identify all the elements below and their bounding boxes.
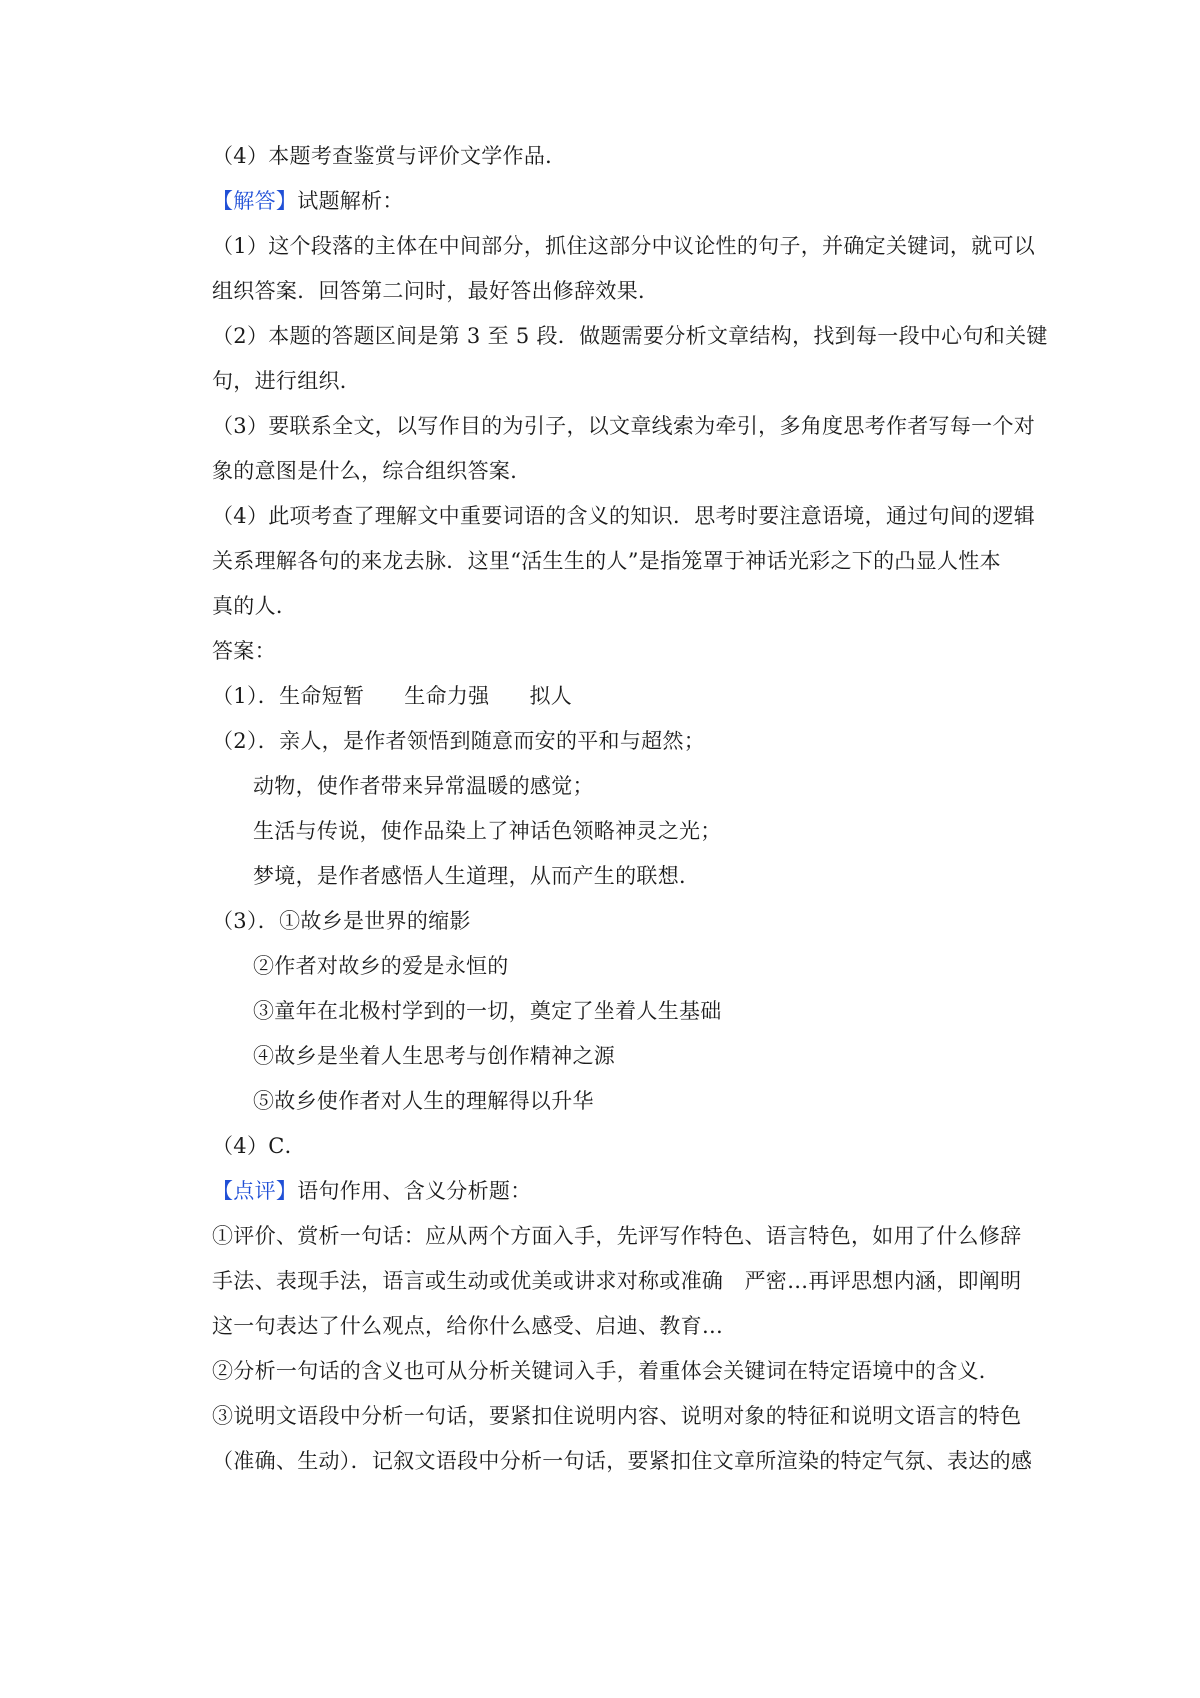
answer-q1 <box>212 681 572 711</box>
answer-q1-item-1: 生命短暂 <box>279 684 365 708</box>
analysis-4-line-2: 关系理解各句的来龙去脉．这里“活生生的人”是指笼罩于神话光彩之下的凸显人性本 <box>212 549 1001 573</box>
answer-q2-first <box>212 726 705 756</box>
answer-q3-item-5: ⑤故乡使作者对人生的理解得以升华 <box>253 1089 594 1113</box>
analysis-2-line-2: 句，进行组织． <box>212 369 362 393</box>
answer-q4: （4）C． <box>212 1134 306 1158</box>
analysis-3-line-2: 象的意图是什么，综合组织答案． <box>212 459 532 483</box>
answer-q3-item-3: ③童年在北极村学到的一切，奠定了坐着人生基础 <box>253 999 722 1023</box>
comment-line-6: （准确、生动）．记叙文语段中分析一句话，要紧扣住文章所渲染的特定气氛、表达的感 <box>212 1449 1033 1473</box>
answer-q3-item-4: ④故乡是坐着人生思考与创作精神之源 <box>253 1044 616 1068</box>
comment-line-5: ③说明文语段中分析一句话，要紧扣住说明内容、说明对象的特征和说明文语言的特色 <box>212 1404 1022 1428</box>
comment-heading <box>212 1176 532 1206</box>
answer-q2-item-2: 动物，使作者带来异常温暖的感觉； <box>253 774 594 798</box>
analysis-2-line-1: （2）本题的答题区间是第 3 至 5 段．做题需要分析文章结构，找到每一段中心句和关键 <box>212 324 1048 348</box>
comment-line-3: 这一句表达了什么观点，给你什么感受、启迪、教育… <box>212 1314 724 1338</box>
answer-q3-item-1: ①故乡是世界的缩影 <box>279 909 471 933</box>
answer-q2-item-3: 生活与传说，使作品染上了神话色领略神灵之光； <box>253 819 722 843</box>
answer-label: 答案： <box>212 639 276 663</box>
answer-q2-item-4: 梦境，是作者感悟人生道理，从而产生的联想． <box>253 864 701 888</box>
solution-tag: 【解答】 <box>212 189 298 213</box>
answer-q1-item-2: 生命力强 <box>404 684 490 708</box>
answer-q3-prefix: （3）． <box>212 909 280 933</box>
answer-q3-first <box>212 906 471 936</box>
comment-tag: 【点评】 <box>212 1179 298 1203</box>
analysis-1-line-1: （1）这个段落的主体在中间部分，抓住这部分中议论性的句子，并确定关键词，就可以 <box>212 234 1036 258</box>
point4-topic: （4）本题考查鉴赏与评价文学作品． <box>212 144 567 168</box>
comment-line-2: 手法、表现手法，语言或生动或优美或讲求对称或准确 严密…再评思想内涵，即阐明 <box>212 1269 1022 1293</box>
answer-q1-prefix: （1）． <box>212 684 280 708</box>
analysis-1-line-2: 组织答案．回答第二问时，最好答出修辞效果． <box>212 279 660 303</box>
answer-q2-item-1: 亲人，是作者领悟到随意而安的平和与超然； <box>279 729 706 753</box>
answer-q1-item-3: 拟人 <box>529 684 573 708</box>
solution-title: 试题解析： <box>297 189 404 213</box>
answer-q2-prefix: （2）． <box>212 729 280 753</box>
comment-line-4: ②分析一句话的含义也可从分析关键词入手，着重体会关键词在特定语境中的含义． <box>212 1359 1001 1383</box>
analysis-4-line-1: （4）此项考查了理解文中重要词语的含义的知识．思考时要注意语境，通过句间的逻辑 <box>212 504 1036 528</box>
solution-heading <box>212 186 404 216</box>
analysis-4-line-3: 真的人． <box>212 594 298 618</box>
answer-q3-item-2: ②作者对故乡的爱是永恒的 <box>253 954 509 978</box>
analysis-3-line-1: （3）要联系全文，以写作目的为引子，以文章线索为牵引，多角度思考作者写每一个对 <box>212 414 1036 438</box>
comment-line-1: ①评价、赏析一句话：应从两个方面入手，先评写作特色、语言特色，如用了什么修辞 <box>212 1224 1022 1248</box>
comment-title: 语句作用、含义分析题： <box>297 1179 532 1203</box>
